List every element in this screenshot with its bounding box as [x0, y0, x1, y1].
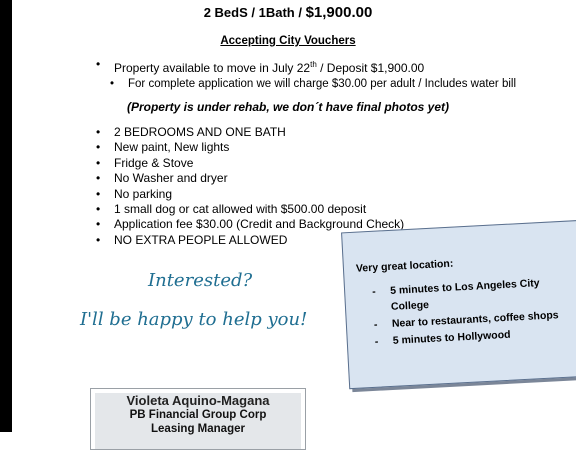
- location-text: Near to restaurants, coffee shops: [391, 309, 559, 330]
- heading-price: $1,900.00: [305, 4, 373, 21]
- availability-item: [96, 57, 516, 77]
- interested-callout: Interested?: [148, 270, 253, 291]
- feature-item: • No Washer and dryer: [96, 171, 404, 186]
- contact-card: [90, 388, 306, 450]
- feature-item: • No parking: [96, 187, 404, 202]
- deposit-text: / Deposit $1,900.00: [316, 61, 425, 75]
- move-in-text: Property available to move in July 22: [114, 61, 311, 75]
- move-in-suffix: th: [310, 60, 317, 69]
- contact-company: PB Financial Group Corp: [129, 409, 267, 421]
- location-text: 5 minutes to Hollywood: [392, 328, 511, 347]
- feature-item: • 1 small dog or cat allowed with $500.00 deposit: [96, 202, 404, 217]
- location-box: [341, 220, 576, 389]
- location-dash: -: [371, 285, 377, 298]
- feature-item: • Fridge & Stove: [96, 156, 404, 171]
- heading-beds-baths: 2 BedS / 1Bath /: [203, 5, 306, 20]
- application-charge-text: For complete application we will charge $30.00 per adult / Includes water bill: [128, 77, 517, 90]
- rehab-note: (Property is under rehab, we don´t have final photos yet): [126, 100, 450, 114]
- listing-heading: [0, 4, 576, 21]
- feature-item: • 2 BEDROOMS AND ONE BATH: [96, 125, 404, 140]
- vouchers-subheading: Accepting City Vouchers: [220, 35, 356, 47]
- features-list: [96, 125, 404, 248]
- location-text: 5 minutes to Los Angeles City College: [389, 277, 540, 313]
- location-dash: -: [373, 318, 378, 331]
- contact-card-inner: [95, 393, 301, 449]
- availability-list: [96, 57, 516, 92]
- location-dash: -: [374, 335, 379, 348]
- location-list: [372, 274, 565, 351]
- location-title: Very great location:: [355, 257, 454, 275]
- help-callout: I'll be happy to help you!: [80, 309, 308, 330]
- contact-title: Leasing Manager: [151, 423, 245, 435]
- contact-name: Violeta Aquino-Magana: [126, 393, 270, 408]
- feature-item: • NO EXTRA PEOPLE ALLOWED: [96, 233, 404, 248]
- left-margin-bar: [0, 0, 12, 432]
- feature-item: • New paint, New lights: [96, 140, 404, 155]
- feature-item: • Application fee $30.00 (Credit and Background Check): [96, 217, 404, 232]
- application-charge-item: [110, 77, 516, 93]
